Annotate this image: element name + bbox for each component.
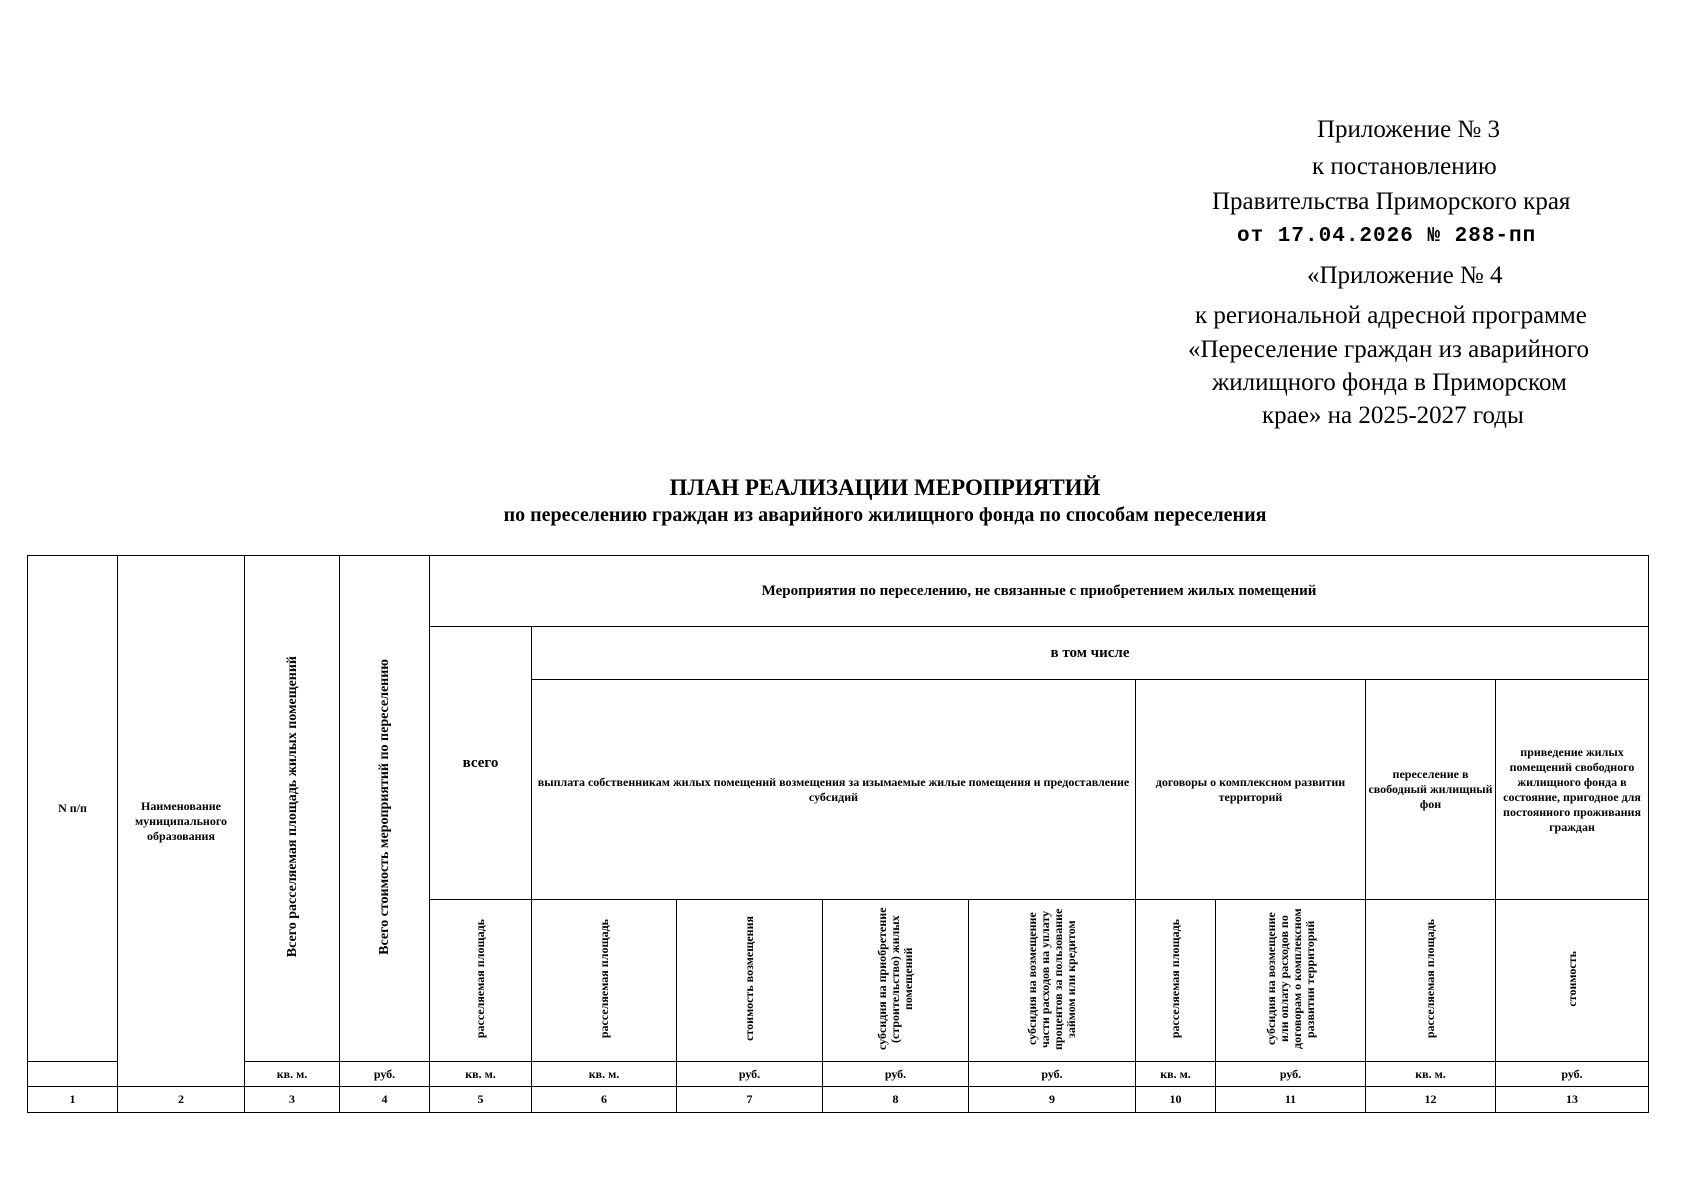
unit-cell: кв. м.: [532, 1062, 677, 1087]
col-header-vsego-label: всего: [462, 755, 499, 771]
sub-header-7-label: стоимость возмещения: [742, 916, 756, 1041]
resolution-date-number: от 17.04.2026 № 288-пп: [1237, 225, 1537, 248]
sub-header-7: [677, 900, 823, 1062]
program-ref-line4: крае» на 2025-2027 годы: [1262, 402, 1524, 429]
appendix-to-resolution: к постановлению: [1312, 153, 1497, 180]
unit-cell: кв. м.: [430, 1062, 532, 1087]
unit-cell: кв. м.: [1136, 1062, 1216, 1087]
unit-cell: руб.: [1496, 1062, 1649, 1087]
col-header-municipality-label: Наименование муниципального образования: [135, 798, 227, 843]
unit-cell-np: [28, 1062, 118, 1087]
sub-header-12: [1366, 900, 1496, 1062]
sub-header-13: [1496, 900, 1649, 1062]
sub-header-12-label: расселяемая площадь: [1423, 918, 1437, 1039]
group-header-complex-development: [1136, 680, 1366, 900]
col-header-total-area-label: Всего расселяемая площадь жилых помещений: [284, 655, 300, 958]
column-number: 10: [1136, 1087, 1216, 1113]
sub-header-13-label: стоимость: [1564, 950, 1579, 1007]
plan-subtitle: по переселению граждан из аварийного жилищного фонда по способам переселения: [503, 504, 1267, 526]
sub-header-10: [1136, 900, 1216, 1062]
column-number: 4: [340, 1087, 430, 1113]
resettlement-plan-table: [27, 555, 1649, 1113]
col-header-total-area: [245, 556, 340, 1062]
column-number: 6: [532, 1087, 677, 1113]
plan-title: ПЛАН РЕАЛИЗАЦИИ МЕРОПРИЯТИЙ: [669, 475, 1101, 500]
col-header-vsego: [430, 627, 532, 900]
program-ref-line2: «Переселение граждан из аварийного: [1188, 336, 1590, 363]
program-ref-line1: к региональной адресной программе: [1195, 302, 1587, 329]
column-number: 13: [1496, 1087, 1649, 1113]
appendix4-title: «Приложение № 4: [1307, 262, 1503, 289]
group-header-free-fund-label: переселение в свободный жилищный фон: [1368, 767, 1493, 811]
column-number: 8: [823, 1087, 969, 1113]
unit-cell: кв. м.: [1366, 1062, 1496, 1087]
group-header-bringing-fund: [1496, 680, 1649, 900]
program-ref-line3: жилищного фонда в Приморском: [1212, 369, 1567, 396]
group-header-free-fund: [1366, 680, 1496, 900]
col-header-municipality: [118, 556, 245, 1087]
sub-header-11: [1216, 900, 1366, 1062]
sub-header-9: [969, 900, 1136, 1062]
sub-header-8: [823, 900, 969, 1062]
unit-cell: руб.: [677, 1062, 823, 1087]
group-header-main: [430, 556, 1649, 627]
sub-header-6-label: расселяемая площадь: [596, 918, 611, 1039]
column-number: 3: [245, 1087, 340, 1113]
sub-header-9-label: субсидия на возмещение части расходов на уплату процентов за пользование займом или кредитом: [1025, 907, 1078, 1050]
col-header-np: [28, 556, 118, 1062]
unit-cell: руб.: [969, 1062, 1136, 1087]
sub-header-10-label: расселяемая площадь: [1168, 918, 1182, 1039]
government-name: Правительства Приморского края: [1212, 188, 1571, 215]
column-number: 11: [1216, 1087, 1366, 1113]
unit-cell: руб.: [823, 1062, 969, 1087]
group-header-bringing-fund-label: приведение жилых помещений свободного жилищного фонда в состояние, пригодное для постоянного проживания граждан: [1503, 744, 1641, 834]
unit-cell: руб.: [1216, 1062, 1366, 1087]
col-header-np-label: N п/п: [58, 801, 87, 815]
sub-header-8-label: субсидия на приобретение (строительство) жилых помещений: [875, 907, 915, 1050]
unit-cell: руб.: [340, 1062, 430, 1087]
group-header-main-label: Мероприятия по переселению, не связанные с приобретением жилых помещений: [761, 583, 1317, 599]
sub-header-6: [532, 900, 677, 1062]
unit-cell: кв. м.: [245, 1062, 340, 1087]
column-number: 9: [969, 1087, 1136, 1113]
col-header-total-cost: [340, 556, 430, 1062]
col-header-total-cost-label: Всего стоимость мероприятий по переселению: [377, 658, 392, 955]
column-number: 5: [430, 1087, 532, 1113]
column-number: 1: [28, 1087, 118, 1113]
column-number: 12: [1366, 1087, 1496, 1113]
group-header-complex-development-label: договоры о комплексном развитии территорий: [1155, 774, 1346, 804]
group-header-payout-label: выплата собственникам жилых помещений возмещения за изымаемые жилые помещения и предоставление субсидий: [537, 774, 1130, 804]
column-number: 7: [677, 1087, 823, 1113]
sub-header-11-label: субсидия на возмещение или оплату расходов по договорам о комплексном развитии территорий: [1263, 908, 1317, 1049]
group-header-including-label: в том числе: [1050, 645, 1130, 661]
sub-header-5-label: расселяемая площадь: [473, 918, 487, 1039]
sub-header-5: [430, 900, 532, 1062]
group-header-payout: [532, 680, 1136, 900]
column-number: 2: [118, 1087, 245, 1113]
group-header-including: [532, 627, 1649, 680]
appendix-number: Приложение № 3: [1317, 116, 1501, 143]
